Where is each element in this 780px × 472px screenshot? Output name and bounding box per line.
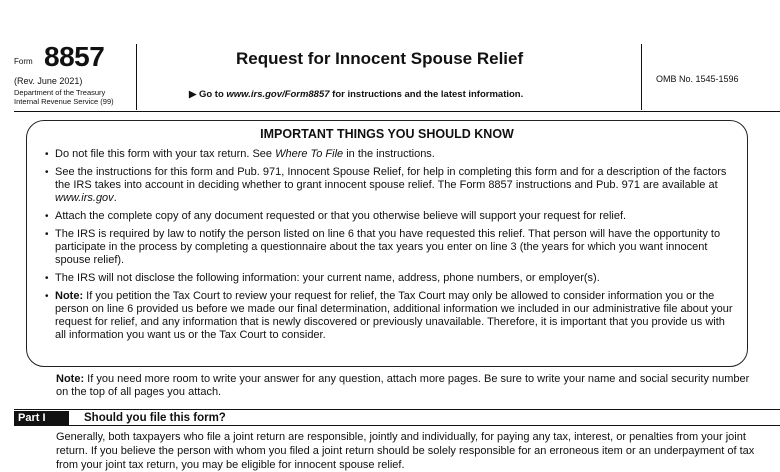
department <box>14 89 114 106</box>
bullet-icon: • <box>45 291 49 302</box>
bullet-text: The IRS will not disclose the following information: your current name, address, phone numbers, or employer(s). <box>55 272 600 284</box>
form-id-block <box>14 41 137 110</box>
important-bullet-list <box>45 148 737 347</box>
important-notice-box <box>26 120 748 367</box>
bullet-icon: • <box>45 229 49 240</box>
note-label: Note: <box>56 373 85 385</box>
part-1-title: Should you file this form? <box>84 412 226 424</box>
attachment-note <box>56 373 762 399</box>
bullet-text: . <box>113 192 117 204</box>
department-line-2: Internal Revenue Service (99) <box>14 96 114 106</box>
bullet-icon: • <box>45 211 49 222</box>
part-1-header <box>14 409 780 426</box>
irs-form-link[interactable]: www.irs.gov/Form8857 <box>226 89 330 100</box>
form-header <box>0 0 780 112</box>
goto-prefix: Go to <box>198 89 227 100</box>
form-word: Form <box>14 57 33 66</box>
important-title: IMPORTANT THINGS YOU SHOULD KNOW <box>260 127 514 141</box>
irs-website-link[interactable]: www.irs.gov <box>55 192 114 204</box>
bullet-note-label: Note: <box>55 290 84 302</box>
bullet-icon: • <box>45 273 49 284</box>
bullet-icon: • <box>45 167 49 178</box>
bullet-text: Attach the complete copy of any document requested or that you otherwise believe will support your request for relief. <box>55 210 627 222</box>
form-number: 8857 <box>44 41 105 72</box>
form-revision: (Rev. June 2021) <box>14 76 83 86</box>
omb-block <box>641 44 780 110</box>
list-item <box>45 148 737 161</box>
form-title: Request for Innocent Spouse Relief <box>236 49 524 68</box>
bullet-text: See the instructions for this form and Pub. 971, Innocent Spouse Relief, for help in completing this form and for a description of the factors the IRS takes into account in deciding whether to grant innocent spouse relief. The Form 8857 instructions and Pub. 971 are available at <box>55 166 727 191</box>
bullet-icon: • <box>45 149 49 160</box>
department-line-1: Department of the Treasury <box>14 88 106 97</box>
arrow-right-icon: ▶ <box>189 89 197 100</box>
list-item <box>45 210 737 223</box>
list-item <box>45 228 737 267</box>
header-divider <box>14 111 780 112</box>
omb-number: OMB No. 1545-1596 <box>656 74 739 84</box>
part-1-body: Generally, both taxpayers who file a joint return are responsible, jointly and individually, for paying any tax, interest, or penalties from your joint return. If you believe the person with whom you filed a joint return should be solely responsible for an erroneous item or an underpayment of tax from your joint tax return, you may be eligible for innocent spouse relief. <box>56 431 755 471</box>
bullet-text: in the instructions. <box>343 148 435 160</box>
part-1-label: Part I <box>14 411 69 425</box>
list-item <box>45 272 737 285</box>
list-item <box>45 166 737 205</box>
goto-instructions <box>189 89 523 100</box>
note-text: If you need more room to write your answer for any question, attach more pages. Be sure to write your name and social security number on the top of all pages you attach. <box>56 373 750 398</box>
list-item <box>45 290 737 342</box>
bullet-italic: Where To File <box>275 148 344 160</box>
bullet-text: Do not file this form with your tax return. See <box>55 148 276 160</box>
goto-suffix: for instructions and the latest information. <box>329 89 524 100</box>
bullet-text: If you petition the Tax Court to review your request for relief, the Tax Court may only be allowed to consider information you or the person on line 6 provided us before we made our final determination, additional information we included in our administrative file about your request for relief, and any information that is newly discovered or previously unavailable. Therefore, it is important that you provide us with all information you want us or the Tax Court to consider. <box>55 290 733 341</box>
bullet-text: The IRS is required by law to notify the person listed on line 6 that you have requested this relief. That person will have the opportunity to participate in the process by completing a questionnaire about the tax years you enter on line 3 (the years for which you want innocent spouse relief). <box>55 228 721 266</box>
